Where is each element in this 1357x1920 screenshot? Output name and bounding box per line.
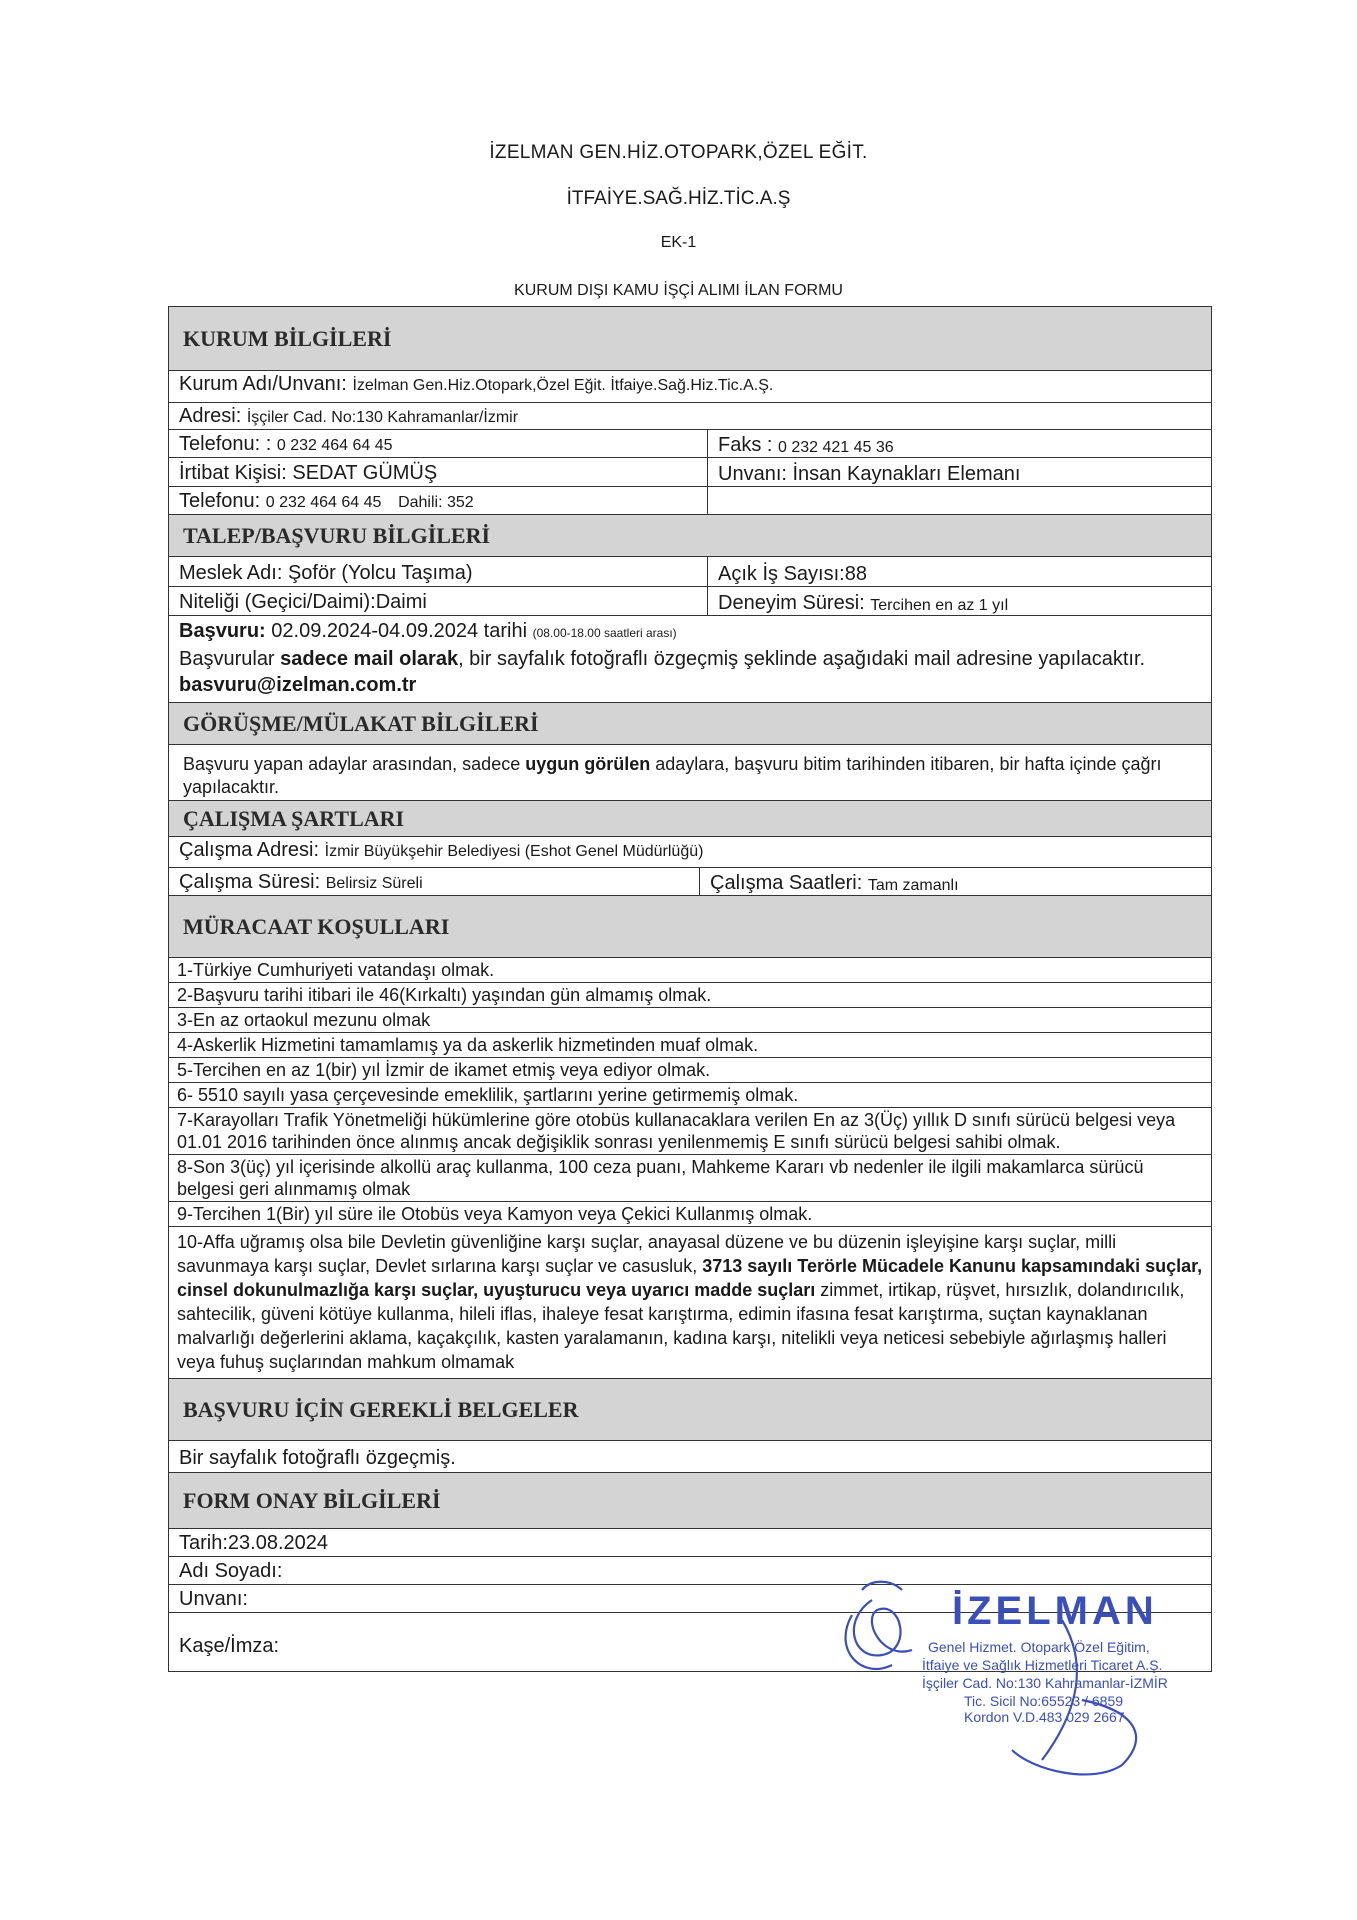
- condition-item: 1-Türkiye Cumhuriyeti vatandaşı olmak.: [169, 958, 1211, 983]
- kurum-phone2-value: 0 232 464 64 45: [265, 494, 382, 511]
- application-label: Başvuru:: [179, 620, 266, 642]
- kurum-phone-label: Telefonu: :: [179, 433, 272, 455]
- condition-item: 6- 5510 sayılı yasa çerçevesinde emeklilik, şartlarını yerine getirmemiş olmak.: [169, 1083, 1211, 1108]
- section-talep-title: TALEP/BAŞVURU BİLGİLERİ: [169, 515, 1211, 557]
- kurum-phone-value: 0 232 464 64 45: [276, 437, 393, 454]
- kurum-title-label: Unvanı:: [718, 463, 787, 485]
- section-kurum-title: KURUM BİLGİLERİ: [169, 307, 1211, 371]
- condition-item: 8-Son 3(üç) yıl içerisinde alkollü araç kullanma, 100 ceza puanı, Mahkeme Kararı vb nedenler ile ilgili makamlarca sürücü belgesi geri alınmamış olmak: [169, 1155, 1211, 1202]
- work-address-label: Çalışma Adresi:: [179, 839, 320, 861]
- job-name-value: Şoför (Yolcu Taşıma): [287, 562, 473, 584]
- condition-item: 7-Karayolları Trafik Yönetmeliği hükümlerine göre otobüs kullanacaklara verilen En az 3(Üç) yıllık D sınıfı sürücü belgesi veya 01.01 2016 tarihinden önce alınmış ancak değişiklik sonrası yenilenmemiş E sınıfı sürücü belgesi sahibi olmak.: [169, 1108, 1211, 1155]
- interview-text-start: Başvuru yapan adaylar arasından, sadece: [183, 754, 521, 774]
- condition-10-part-c: zimmet, irtikap, rüşvet, hırsızlık, dolandırıcılık, sahtecilik, güveni kötüye kullanma, hileli iflas, ihaleye fesat karıştırma, edimin ifasına fesat karıştırma, suçtan kaynaklanan malvarlığı değerlerini aklama, kaçakçılık, kasten yaralamanın, kadına karşı, nitelikli veya neticesi sebebiyle ağırlaşmış halleri veya fuhuş suçlarından mahkum olmamak: [177, 1280, 1185, 1372]
- kurum-name-value: İzelman Gen.Hiz.Otopark,Özel Eğit. İtfaiye.Sağ.Hiz.Tic.A.Ş.: [352, 377, 774, 394]
- talep-type-row: [169, 587, 1211, 616]
- work-hours-label: Çalışma Saatleri:: [710, 872, 863, 894]
- header-company-line2: İTFAİYE.SAĞ.HİZ.TİC.A.Ş: [566, 188, 791, 209]
- kurum-contact-label: İrtibat Kişisi:: [179, 462, 287, 484]
- work-duration-value: Belirsiz Süreli: [325, 875, 423, 892]
- condition-item: 5-Tercihen en az 1(bir) yıl İzmir de ikamet etmiş veya ediyor olmak.: [169, 1058, 1211, 1083]
- application-text-start: Başvurular: [179, 648, 275, 670]
- open-positions-label: Açık İş Sayısı:: [718, 563, 845, 585]
- work-address-row: [169, 837, 1211, 868]
- interview-text-end: adaylara, başvuru bitim tarihinden itibaren, bir hafta içinde çağrı yapılacaktır.: [183, 754, 1162, 797]
- kurum-phone-row: [169, 430, 1211, 458]
- open-positions-value: 88: [844, 563, 867, 585]
- kurum-title-value: İnsan Kaynakları Elemanı: [792, 463, 1021, 485]
- work-terms-row: [169, 868, 1211, 896]
- work-hours-value: Tam zamanlı: [867, 877, 959, 894]
- kurum-phone2-label: Telefonu:: [179, 490, 261, 512]
- work-duration-label: Çalışma Süresi:: [179, 871, 321, 893]
- application-info-block: [169, 616, 1211, 703]
- condition-item-10: [169, 1227, 1211, 1379]
- condition-item: 2-Başvuru tarihi itibari ile 46(Kırkaltı) yaşından gün almamış olmak.: [169, 983, 1211, 1008]
- stamp-line4: Tic. Sicil No:65523 / 6859: [964, 1693, 1124, 1709]
- stamp-line2: İtfaiye ve Sağlık Hizmetleri Ticaret A.Ş.: [922, 1657, 1163, 1673]
- kurum-name-row: [169, 371, 1211, 403]
- approval-title: Unvanı:: [169, 1585, 1211, 1613]
- application-text-end: , bir sayfalık fotoğraflı özgeçmiş şeklinde aşağıdaki mail adresine yapılacaktır.: [458, 648, 1146, 670]
- application-email: basvuru@izelman.com.tr: [179, 674, 417, 696]
- required-docs-value: Bir sayfalık fotoğraflı özgeçmiş.: [179, 1447, 456, 1469]
- kurum-fax-label: Faks :: [718, 434, 773, 456]
- approval-name: Adı Soyadı:: [169, 1557, 1211, 1585]
- kurum-address-row: [169, 403, 1211, 430]
- job-name-label: Meslek Adı:: [179, 562, 283, 584]
- section-belgeler-title: BAŞVURU İÇİN GEREKLİ BELGELER: [169, 1379, 1211, 1441]
- kurum-contact-value: SEDAT GÜMÜŞ: [292, 462, 438, 484]
- application-dates: 02.09.2024-04.09.2024 tarihi: [271, 620, 528, 642]
- stamp-line3: İşçiler Cad. No:130 Kahramanlar-İZMİR: [922, 1675, 1168, 1691]
- section-gorusme-title: GÖRÜŞME/MÜLAKAT BİLGİLERİ: [169, 703, 1211, 745]
- job-type-label: Niteliği (Geçici/Daimi):: [179, 591, 376, 613]
- company-stamp-signature: [832, 1560, 1212, 1780]
- application-text-bold: sadece mail olarak: [280, 648, 459, 670]
- condition-10-part-b: 3713 sayılı Terörle Mücadele Kanunu kapsamındaki suçlar, cinsel dokunulmazlığa karşı suçlar, uyuşturucu veya uyarıcı madde suçları: [177, 1256, 1203, 1300]
- work-address-value: İzmir Büyükşehir Belediyesi (Eshot Genel Müdürlüğü): [324, 843, 704, 860]
- stamp-line5: Kordon V.D.483 029 2667: [964, 1709, 1125, 1725]
- job-type-value: Daimi: [375, 591, 427, 613]
- section-muracaat-title: MÜRACAAT KOŞULLARI: [169, 896, 1211, 958]
- stamp-line1: Genel Hizmet. Otopark Özel Eğitim,: [928, 1639, 1150, 1655]
- interview-text-bold: uygun görülen: [525, 754, 651, 774]
- condition-item: 4-Askerlik Hizmetini tamamlamış ya da askerlik hizmetinden muaf olmak.: [169, 1033, 1211, 1058]
- announcement-form: [168, 306, 1212, 1672]
- application-hours: (08.00-18.00 saatleri arası): [532, 626, 677, 640]
- condition-item: 3-En az ortaokul mezunu olmak: [169, 1008, 1211, 1033]
- stamp-brand: İZELMAN: [952, 1589, 1158, 1633]
- header-company-line1: İZELMAN GEN.HİZ.OTOPARK,ÖZEL EĞİT.: [489, 142, 868, 163]
- approval-seal-signature: Kaşe/İmza:: [179, 1635, 280, 1657]
- experience-label: Deneyim Süresi:: [718, 592, 865, 614]
- kurum-phone2-row: [169, 487, 1211, 515]
- kurum-extension: Dahili: 352: [398, 494, 474, 511]
- header-annex: EK-1: [660, 234, 697, 251]
- section-calisma-title: ÇALIŞMA ŞARTLARI: [169, 801, 1211, 837]
- kurum-contact-row: [169, 458, 1211, 487]
- kurum-fax-value: 0 232 421 45 36: [778, 439, 894, 456]
- kurum-address-value: İşçiler Cad. No:130 Kahramanlar/İzmir: [246, 409, 519, 426]
- condition-item: 9-Tercihen 1(Bir) yıl süre ile Otobüs veya Kamyon veya Çekici Kullanmış olmak.: [169, 1202, 1211, 1227]
- condition-10-part-a: 10-Affa uğramış olsa bile Devletin güvenliğine karşı suçlar, anayasal düzene ve bu düzenin işleyişine karşı suçlar, milli savunmaya karşı suçlar, Devlet sırlarına karşı suçlar ve casusluk,: [177, 1232, 1117, 1276]
- interview-info: [169, 745, 1211, 801]
- required-docs-row: [169, 1441, 1211, 1473]
- experience-value: Tercihen en az 1 yıl: [870, 597, 1009, 614]
- kurum-address-label: Adresi:: [179, 405, 242, 427]
- approval-date: Tarih:23.08.2024: [169, 1529, 1211, 1557]
- section-onay-title: FORM ONAY BİLGİLERİ: [169, 1473, 1211, 1529]
- kurum-name-label: Kurum Adı/Unvanı:: [179, 373, 347, 395]
- header-form-title: KURUM DIŞI KAMU İŞÇİ ALIMI İLAN FORMU: [514, 282, 843, 299]
- talep-job-row: [169, 557, 1211, 587]
